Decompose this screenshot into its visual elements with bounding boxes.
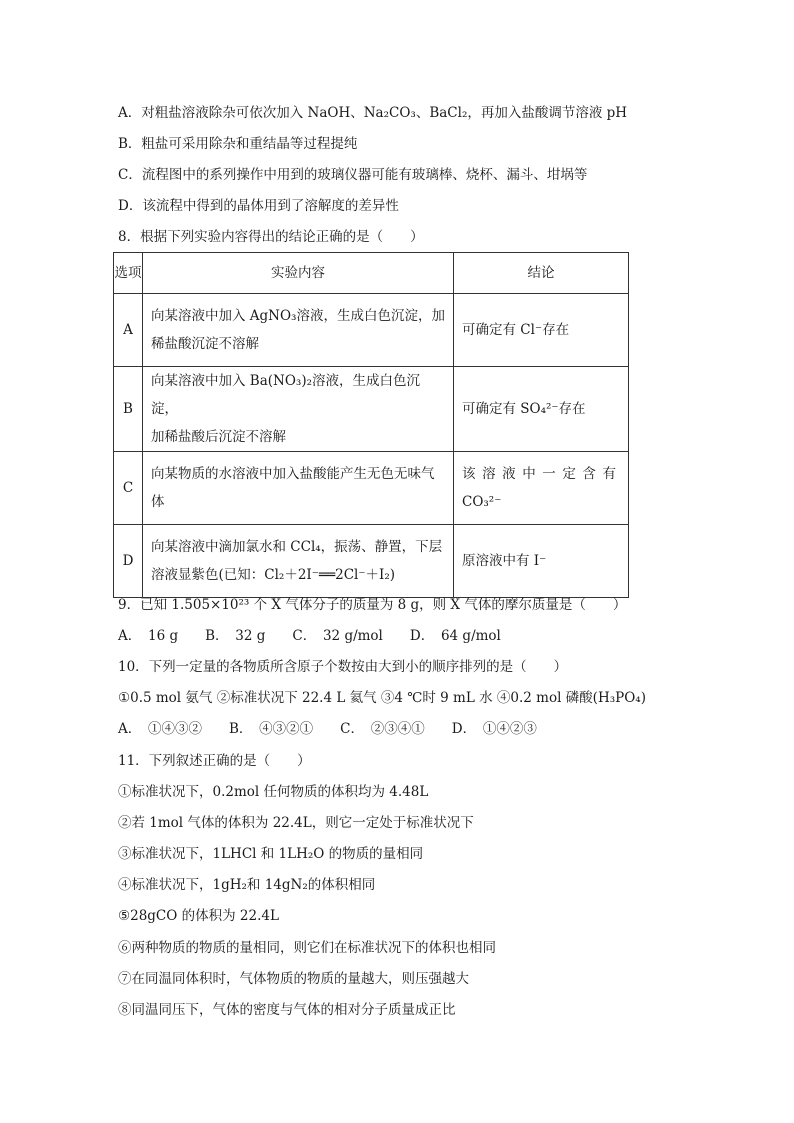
row-content: 向某溶液中加入 Ba(NO₃)₂溶液，生成白色沉淀， 加稀盐酸后沉淀不溶解 xyxy=(143,367,454,452)
row-content: 向某溶液中滴加氯水和 CCl₄，振荡、静置，下层 溶液显紫色(已知：Cl₂＋2I⁻══2Cl⁻＋I₂) xyxy=(143,525,454,598)
row-option: D xyxy=(114,525,143,598)
table-header-row xyxy=(114,253,629,294)
row-content: 向某溶液中加入 AgNO₃溶液，生成白色沉淀，加 稀盐酸沉淀不溶解 xyxy=(143,294,454,367)
q8-stem: 8．根据下列实验内容得出的结论正确的是（ ） xyxy=(118,229,424,245)
q8-table xyxy=(113,252,629,598)
q9-options: A． 16 g B． 32 g C． 32 g/mol D． 64 g/mol xyxy=(118,628,501,644)
table-row xyxy=(114,452,629,525)
q11-item: ⑤28gCO 的体积为 22.4L xyxy=(118,908,279,924)
q10-stem: 10．下列一定量的各物质所含原子个数按由大到小的顺序排列的是（ ） xyxy=(118,659,568,675)
row-conclusion: 可确定有 Cl⁻存在 xyxy=(454,294,629,367)
q11-item: ③标准状况下，1LHCl 和 1LH₂O 的物质的量相同 xyxy=(118,846,424,862)
header-conclusion: 结论 xyxy=(454,253,629,294)
row-content: 向某物质的水溶液中加入盐酸能产生无色无味气 体 xyxy=(143,452,454,525)
q11-item: ①标准状况下，0.2mol 任何物质的体积均为 4.48L xyxy=(118,784,429,800)
q11-item: ⑧同温同压下，气体的密度与气体的相对分子质量成正比 xyxy=(118,1002,456,1018)
q11-stem: 11．下列叙述正确的是（ ） xyxy=(118,753,311,769)
q10-options: A． ①④③② B． ④③②① C． ②③④① D． ①④②③ xyxy=(118,721,537,737)
q11-item: ⑦在同温同体积时，气体物质的物质的量越大，则压强越大 xyxy=(118,971,469,987)
q11-item: ②若 1mol 气体的体积为 22.4L，则它一定处于标准状况下 xyxy=(118,815,474,831)
q7-option-b: B．粗盐可采用除杂和重结晶等过程提纯 xyxy=(118,136,358,152)
row-conclusion: 可确定有 SO₄²⁻存在 xyxy=(454,367,629,452)
table-row xyxy=(114,525,629,598)
table-row xyxy=(114,294,629,367)
header-option: 选项 xyxy=(114,253,143,294)
row-option: C xyxy=(114,452,143,525)
header-content: 实验内容 xyxy=(143,253,454,294)
row-option: B xyxy=(114,367,143,452)
table-row xyxy=(114,367,629,452)
q11-item: ⑥两种物质的物质的量相同，则它们在标准状况下的体积也相同 xyxy=(118,940,496,956)
q7-option-c: C．流程图中的系列操作中用到的玻璃仪器可能有玻璃棒、烧杯、漏斗、坩埚等 xyxy=(118,167,588,183)
row-conclusion: 原溶液中有 I⁻ xyxy=(454,525,629,598)
row-option: A xyxy=(114,294,143,367)
q7-option-d: D．该流程中得到的晶体用到了溶解度的差异性 xyxy=(118,198,399,214)
row-conclusion: 该溶液中一定含有 CO₃²⁻ xyxy=(454,452,629,525)
q10-items: ①0.5 mol 氨气 ②标准状况下 22.4 L 氦气 ③4 ℃时 9 mL 水 ④0.2 mol 磷酸(H₃PO₄) xyxy=(118,690,646,706)
q7-option-a: A．对粗盐溶液除杂可依次加入 NaOH、Na₂CO₃、BaCl₂，再加入盐酸调节溶液 pH xyxy=(118,105,628,121)
q11-item: ④标准状况下，1gH₂和 14gN₂的体积相同 xyxy=(118,877,376,893)
q9-stem: 9．已知 1.505×10²³ 个 X 气体分子的质量为 8 g，则 X 气体的摩尔质量是（ ） xyxy=(118,597,627,613)
